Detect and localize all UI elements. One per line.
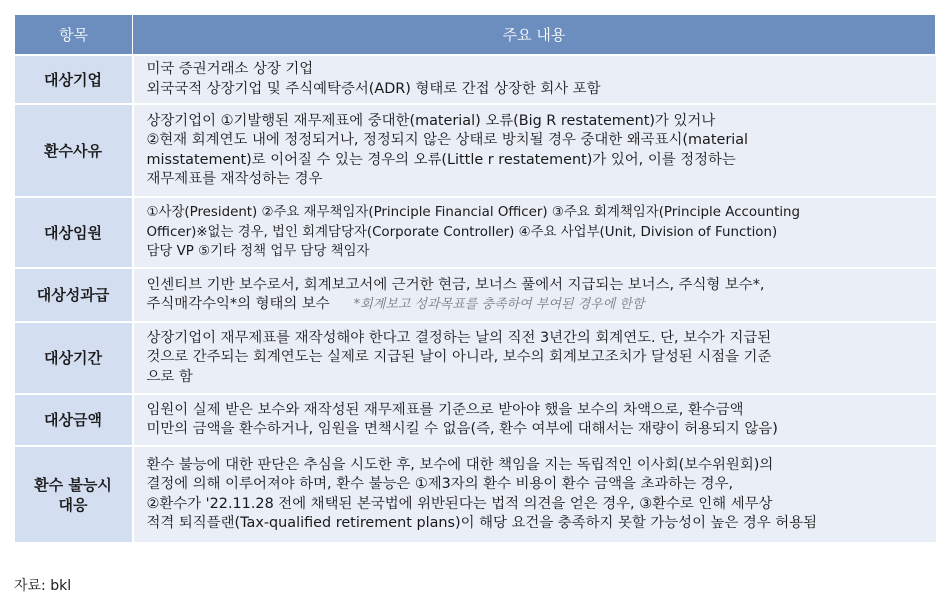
- footnote-text: *회계보고 성과목표를 충족하여 부여된 경우에 한함: [353, 297, 645, 312]
- content-line: ②환수가 '22.11.28 전에 채택된 본국법에 위반된다는 법적 의견을 얻은 경우, ③환수로 인해 세무상: [146, 495, 773, 512]
- row-label: [15, 394, 133, 446]
- source-note: 자료: bkl: [14, 578, 72, 594]
- content-line: ②현재 회계연도 내에 정정되거나, 정정되지 않은 상태로 방치될 경우 중대한 왜곡표시(material: [146, 132, 749, 148]
- row-content: [133, 394, 936, 446]
- row-label-text: 환수 불능시: [34, 475, 112, 494]
- header-item: 항목: [15, 15, 133, 56]
- row-content: [133, 446, 936, 542]
- content-line: 담당 VP ⑤기타 정책 업무 담당 책임자: [146, 244, 370, 260]
- table-header-row: [15, 15, 936, 56]
- header-content: 주요 내용: [133, 15, 936, 56]
- content-line: 상장기업이 ①기발행된 재무제표에 중대한(material) 오류(Big R restatement)가 있거나: [146, 112, 716, 129]
- clawback-table: [14, 14, 936, 542]
- content-line: 인센티브 기반 보수로서, 회계보고서에 근거한 현금, 보너스 풀에서 지급되는 보너스, 주식형 보수*,: [146, 276, 765, 293]
- content-line: 외국국적 상장기업 및 주식예탁증서(ADR) 형태로 간접 상장한 회사 포함: [146, 80, 601, 97]
- row-label: [15, 268, 133, 322]
- row-label-text: 대상기업: [44, 70, 102, 89]
- content-line: misstatement)로 이어질 수 있는 경우의 오류(Little r restatement)가 있어, 이를 정정하는: [146, 151, 736, 168]
- row-label-text: 대상금액: [44, 411, 102, 429]
- row-label-text: 대응: [58, 495, 88, 514]
- content-line: 미만의 금액을 환수하거나, 임원을 면책시킬 수 없음(즉, 환수 여부에 대해서는 재량이 허용되지 않음): [146, 421, 778, 437]
- content-line: 환수 불능에 대한 판단은 추심을 시도한 후, 보수에 대한 책임을 지는 독립적인 이사회(보수위원회)의: [146, 456, 774, 473]
- row-label-text: 환수사유: [44, 141, 102, 160]
- row-label: [15, 104, 133, 197]
- row-label: [15, 197, 133, 268]
- table-row: [15, 268, 936, 322]
- table-row: [15, 446, 936, 542]
- content-line-text: 주식매각수익*의 형태의 보수: [146, 296, 330, 312]
- content-line: 적격 퇴직플랜(Tax-qualified retirement plans)이 해당 요건을 충족하지 못할 가능성이 높은 경우 허용됨: [146, 515, 817, 531]
- row-label: [15, 322, 133, 394]
- row-content: [133, 104, 936, 197]
- content-line: 임원이 실제 받은 보수와 재작성된 재무제표를 기준으로 받아야 했을 보수의 차액으로, 환수금액: [146, 401, 744, 418]
- row-content: [133, 268, 936, 322]
- content-line: 것으로 간주되는 회계연도는 실제로 지급된 날이 아니라, 보수의 회계보고조치가 달성된 시점을 기준: [146, 349, 772, 366]
- table-row: [15, 197, 936, 268]
- table-row: [15, 104, 936, 197]
- content-line: Officer)※없는 경우, 법인 회계담당자(Corporate Controller) ④주요 사업부(Unit, Division of Function): [146, 224, 778, 240]
- content-line: ①사장(President) ②주요 재무책임자(Principle Financial Officer) ③주요 회계책임자(Principle Accounting: [146, 205, 801, 221]
- clawback-table-container: [14, 14, 936, 542]
- row-label-text: 대상임원: [44, 223, 102, 242]
- table-row: [15, 394, 936, 446]
- content-line: [147, 295, 930, 315]
- row-content: [133, 55, 936, 104]
- content-line: 결정에 의해 이루어져야 하며, 환수 불능은 ①제3자의 환수 비용이 환수 금액을 초과하는 경우,: [146, 476, 734, 492]
- row-label: [15, 55, 133, 104]
- row-label: [15, 446, 133, 542]
- content-line: 상장기업이 재무제표를 재작성해야 한다고 결정하는 날의 직전 3년간의 회계연도. 단, 보수가 지급된: [146, 329, 772, 346]
- table-row: [15, 322, 936, 394]
- content-line: 으로 함: [146, 368, 193, 385]
- content-line: 재무제표를 재작성하는 경우: [146, 171, 323, 187]
- row-label-text: 대상성과급: [36, 286, 110, 304]
- row-content: [133, 197, 936, 268]
- row-content: [133, 322, 936, 394]
- table-row: [15, 55, 936, 104]
- content-line: 미국 증권거래소 상장 기업: [146, 61, 314, 77]
- row-label-text: 대상기간: [44, 349, 102, 367]
